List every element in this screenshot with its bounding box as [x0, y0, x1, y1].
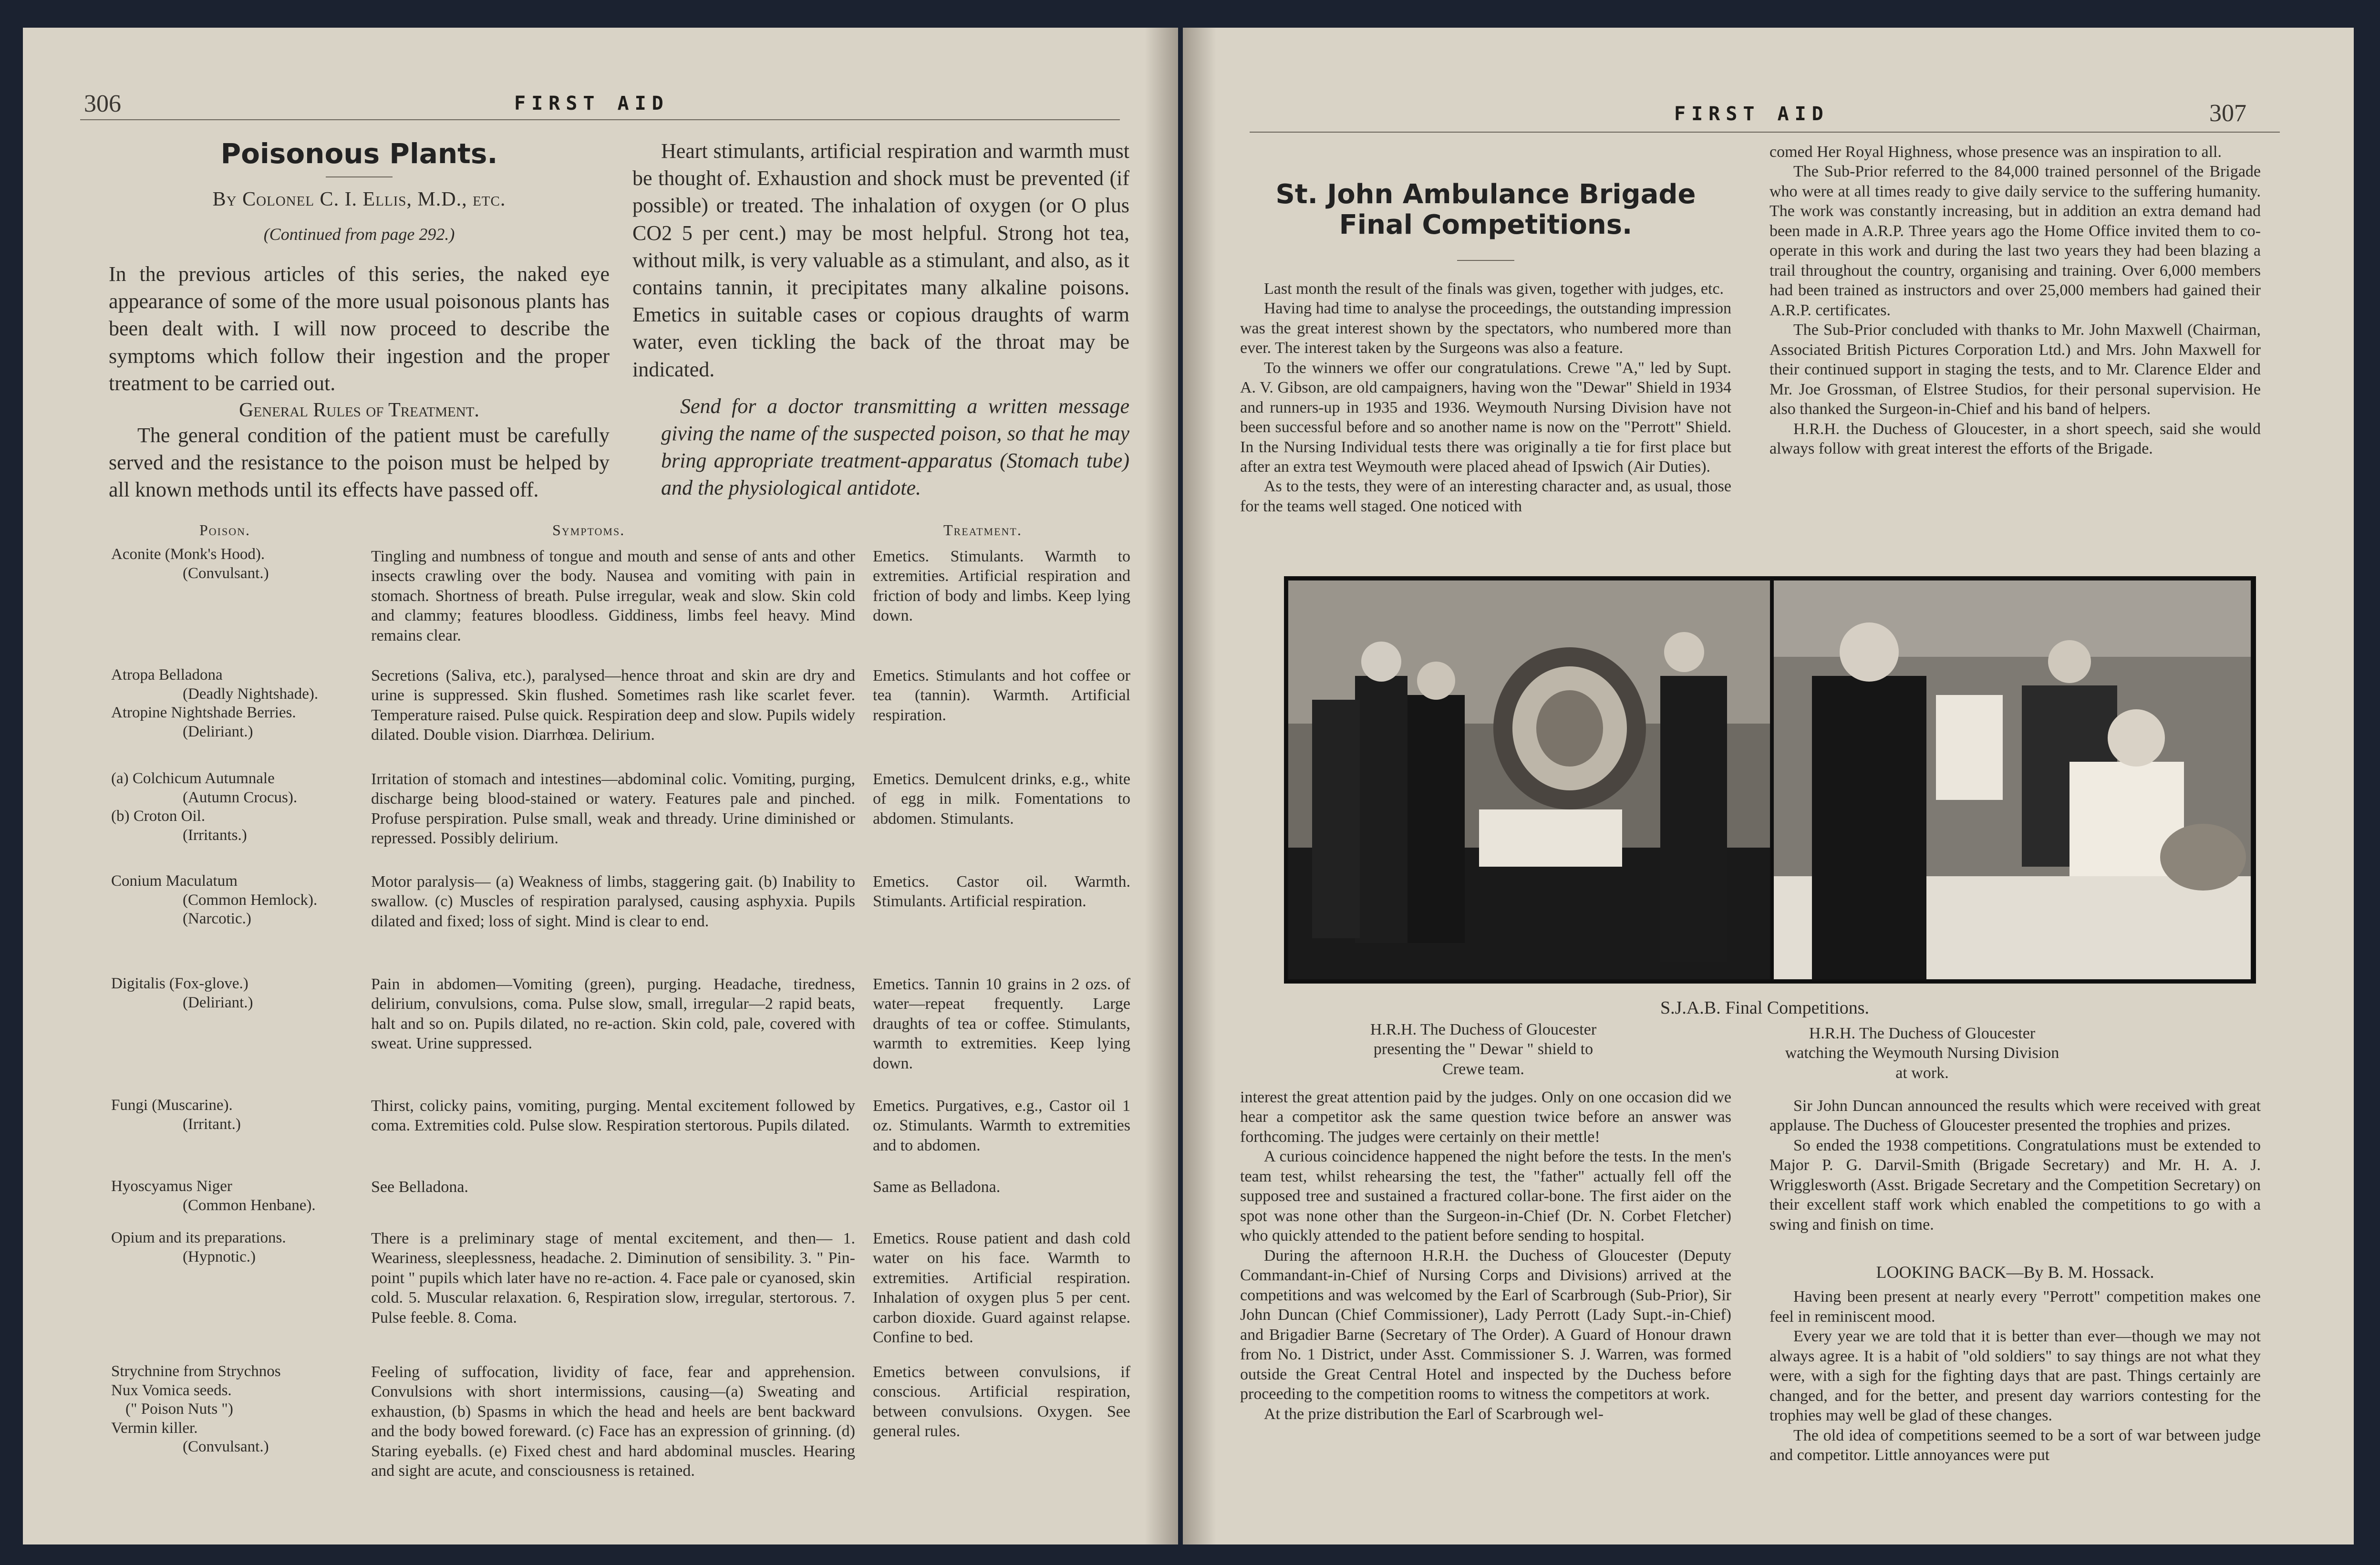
- poison-name: (a) Colchicum Autumnale: [111, 770, 275, 787]
- treatment-cell: Emetics. Demulcent drinks, e.g., white of egg in milk. Fomentations to abdomen. Stimulants.: [873, 770, 1130, 828]
- general-paragraph: The general condition of the patient must be carefully served and the resistance to the poison must be helped by all known methods until its effects have passed off.: [109, 423, 610, 502]
- poison-name: Hyoscyamus Niger: [111, 1178, 232, 1195]
- poison-source: Nux Vomica seeds.: [111, 1381, 232, 1399]
- poison-class: (Hypnotic.): [183, 1248, 256, 1265]
- poison-cell: [111, 872, 388, 929]
- poison-name: Atropa Belladona: [111, 666, 223, 684]
- title-rule: [1457, 260, 1514, 261]
- poison-class: (Deliriant.): [183, 723, 253, 740]
- looking-back-heading: LOOKING BACK—By B. M. Hossack.: [1876, 1263, 2154, 1282]
- poison-cell: [111, 545, 388, 583]
- poison-name: Digitalis (Fox-glove.): [111, 975, 248, 992]
- header-rule: [1250, 132, 2280, 133]
- article-paragraph: At the prize distribution the Earl of Scarbrough wel-: [1264, 1405, 1604, 1423]
- running-head: FIRST AID: [514, 93, 669, 114]
- poison-class: (Irritant.): [183, 1115, 241, 1133]
- poison-common-name: (Autumn Crocus).: [183, 788, 298, 806]
- article-column-3: [1240, 1088, 1731, 1424]
- poison-cell: [111, 1096, 388, 1134]
- article-paragraph: interest the great attention paid by the judges. Only on one occasion did we hear a competitor ask the same question twice before an answer was forthcoming. The judges were certainly on their mettle!: [1240, 1088, 1731, 1146]
- poison-name: (b) Croton Oil.: [111, 808, 206, 825]
- symptoms-cell: There is a preliminary stage of mental excitement, and then— 1. Weariness, sleeplessness, headache. 2. Diminution of sensibility. 3. " Pin-point " pupils which later have no re-action. 4. Face pale or cyanosed, skin cold. 5. Muscular relaxation. 6, Respiration slow, irregular, stertorous. 7. Pulse feeble. 8. Coma.: [371, 1230, 855, 1327]
- article-paragraph: H.R.H. the Duchess of Gloucester, in a short speech, said she would always follow with great interest the efforts of the Brigade.: [1769, 420, 2261, 458]
- article-paragraph: Every year we are told that it is better than ever—though we may not always agree. It is a habit of "old soldiers" to say things are not what they were, with a sigh for the fighting days that are past. Things certainly are changed, and for the better, and present day warriors contesting for the trophies may well be glad of these changes.: [1769, 1327, 2261, 1425]
- symptoms-cell: Motor paralysis— (a) Weakness of limbs, staggering gait. (b) Inability to swallow. (c) Muscles of respiration paralysed, causing asphyxia. Pupils dilated and fixed; loss of sight. Mind is clear to end.: [371, 873, 855, 930]
- article-title: Poisonous Plants.: [220, 137, 498, 170]
- poison-cell: [111, 666, 388, 741]
- article-paragraph: Having had time to analyse the proceedings, the outstanding impression was the great interest shown by the spectators, who numbered more than ever. The interest taken by the Surgeons was also a feature.: [1240, 300, 1731, 357]
- article-column-1: [109, 137, 610, 504]
- caption-left: H.R.H. The Duchess of Gloucester presenting the " Dewar " shield to Crewe team.: [1370, 1021, 1597, 1078]
- treatment-cell: Emetics between convulsions, if conscious. Artificial respiration, between convulsions. Oxygen. See general rules.: [873, 1363, 1130, 1441]
- symptoms-cell: Secretions (Saliva, etc.), paralysed—hence throat and skin are dry and urine is suppressed. Skin flushed. Sometimes rash like scarlet fever. Temperature raised. Pulse quick. Respiration deep and slow. Pupils widely dilated. Double vision. Diarrhœa. Delirium.: [371, 667, 855, 744]
- article-paragraph: A curious coincidence happened the night before the tests. In the men's team test, whilst rehearsing the test, the "father" actually fell off the supposed tree and sustained a fractured collar-bone. The first aider on the spot was none other than the Surgeon-in-Chief (Dr. N. Corbet Fletcher) who quickly attended to the patient before sending to hospital.: [1240, 1148, 1731, 1245]
- treatment-cell: Emetics. Stimulants. Warmth to extremities. Artificial respiration and friction of body and limbs. Keep lying down.: [873, 548, 1130, 625]
- subheading: General Rules of Treatment.: [239, 399, 479, 421]
- article-column-4: [1769, 1096, 2261, 1465]
- symptoms-cell: See Belladona.: [371, 1178, 468, 1196]
- article-paragraph: Having been present at nearly every "Perrott" competition makes one feel in reminiscent mood.: [1769, 1288, 2261, 1326]
- poison-cell: [111, 769, 388, 845]
- treatment-cell: Emetics. Purgatives, e.g., Castor oil 1 oz. Stimulants. Warmth to extremities and to abdomen.: [873, 1097, 1130, 1154]
- article-title: St. John Ambulance Brigade Final Competitions.: [1275, 179, 1696, 241]
- intro-paragraph: In the previous articles of this series, the naked eye appearance of some of the more usual poisonous plants has been dealt with. I will now proceed to describe the symptoms which follow their ingestion and the proper treatment to be carried out.: [109, 262, 610, 395]
- photo-nursing-division: [1772, 579, 2252, 981]
- poison-class: (Deliriant.): [183, 994, 253, 1011]
- poison-common-name: (" Poison Nuts "): [125, 1400, 233, 1418]
- treatment-cell: Emetics. Castor oil. Warmth. Stimulants. Artificial respiration.: [873, 873, 1130, 911]
- treatment-cell: Emetics. Tannin 10 grains in 2 ozs. of water—repeat frequently. Large draughts of tea or coffee. Stimulants, warmth to extremities. Keep lying down.: [873, 975, 1130, 1072]
- doctor-instruction: Send for a doctor transmitting a written message giving the name of the suspected poison, so that he may bring appropriate treatment-apparatus (Stomach tube) and the physiological antidote.: [661, 394, 1129, 500]
- poison-common-name: (Deadly Nightshade).: [183, 685, 319, 703]
- poison-name: Strychnine from Strychnos: [111, 1363, 281, 1380]
- photo-illustration: [1288, 580, 1770, 979]
- photo-dewar-shield-presentation: [1287, 579, 1771, 981]
- poison-name: Conium Maculatum: [111, 872, 238, 890]
- header-poison: Poison.: [199, 521, 251, 539]
- symptoms-cell: Irritation of stomach and intestines—abdominal colic. Vomiting, purging, discharge being blood-stained or watery. Features pale and pinched. Profuse perspiration. Pulse small, weak and thready. Urine diminished or repressed. Possibly delirium.: [371, 770, 855, 848]
- title-rule: [326, 176, 393, 177]
- right-page: [1183, 28, 2354, 1544]
- symptoms-cell: Tingling and numbness of tongue and mouth and sense of ants and other insects crawling over the body. Nausea and vomiting with pain in stomach. Shortness of breath. Pulse irregular, weak and slow. Skin cold and clammy; features bloodless. Giddiness, limbs feel heavy. Mind remains clear.: [371, 548, 855, 644]
- header-treatment: Treatment.: [943, 521, 1022, 539]
- article-paragraph: comed Her Royal Highness, whose presence was an inspiration to all.: [1769, 143, 2222, 161]
- poison-class: (Convulsant.): [183, 564, 269, 582]
- byline: By Colonel C. I. Ellis, M.D., etc.: [212, 188, 506, 210]
- symptoms-cell: Thirst, colicky pains, vomiting, purging. Mental excitement followed by coma. Extremities cold. Pulse slow. Respiration stertorous. Pupils dilated.: [371, 1097, 855, 1135]
- poison-class: (Irritants.): [183, 826, 247, 844]
- poison-common-name: (Common Hemlock).: [183, 891, 318, 909]
- poison-name: Atropine Nightshade Berries.: [111, 704, 296, 722]
- poison-class: (Narcotic.): [183, 910, 251, 928]
- header-symptoms: Symptoms.: [552, 521, 625, 539]
- page-number: 306: [84, 90, 121, 117]
- article-paragraph: Last month the result of the finals was given, together with judges, etc.: [1264, 280, 1724, 298]
- poison-cell: [111, 1177, 388, 1215]
- article-paragraph: As to the tests, they were of an interesting character and, as usual, those for the teams well staged. One noticed with: [1240, 477, 1731, 515]
- poison-name: Fungi (Muscarine).: [111, 1097, 233, 1114]
- symptoms-cell: Pain in abdomen—Vomiting (green), purging. Headache, tiredness, delirium, convulsions, coma. Pulse slow, small, irregular—2 rapid beats, halt and so on. Pupils dilated, no re-action. Skin cold, pale, covered with sweat. Urine suppressed.: [371, 975, 855, 1053]
- poison-cell: [111, 1362, 388, 1457]
- article-paragraph: The Sub-Prior concluded with thanks to Mr. John Maxwell (Chairman, Associated British Pictures Corporation Ltd.) and Mrs. John Maxwell for their continued support in staging the tests, and to Mr. Clarence Elder and Mr. Joe Grossman, of Elstree Studios, for their personal supervision. He also thanked the Surgeon-in-Chief and his band of helpers.: [1769, 321, 2261, 418]
- left-page: [23, 28, 1178, 1544]
- article-paragraph: Sir John Duncan announced the results which were received with great applause. The Duchess of Gloucester presented the trophies and prizes.: [1769, 1097, 2261, 1135]
- article-column-1: [1240, 160, 1731, 516]
- photo-illustration: [1774, 580, 2251, 979]
- poison-class: (Convulsant.): [183, 1438, 269, 1456]
- article-paragraph: To the winners we offer our congratulations. Crewe "A," led by Supt. A. V. Gibson, are old campaigners, having won the "Dewar" Shield in 1934 and runners-up in 1935 and 1936. Weymouth Nursing Division have not been successful before and so another name is now on the "Perrott" Shield. In the Nursing Individual tests there was originally a tie for first place but after an extra test Weymouth were placed ahead of Ipswich (Air Duties).: [1240, 359, 1731, 476]
- treatment-cell: Emetics. Rouse patient and dash cold water on his face. Warmth to extremities. Artificial respiration. Inhalation of oxygen plus 5 per cent. carbon dioxide. Guard against relapse. Confine to bed.: [873, 1230, 1130, 1347]
- article-column-2: [632, 137, 1129, 501]
- running-head: FIRST AID: [1674, 103, 1829, 125]
- poison-cell: [111, 974, 388, 1012]
- poison-common-name: (Common Henbane).: [183, 1196, 316, 1214]
- poison-name: Opium and its preparations.: [111, 1229, 286, 1246]
- gutter-shadow: [1183, 28, 1216, 1544]
- treatment-cell: Same as Belladona.: [873, 1178, 1001, 1196]
- article-paragraph: So ended the 1938 competitions. Congratulations must be extended to Major P. G. Darvil-Smith (Brigade Secretary) and Mr. H. A. J. Wrigglesworth (Asst. Brigade Secretary and the Competition Secretary) on their excellent staff work which enabled the competitions to go with a swing and finish on time.: [1769, 1136, 2261, 1233]
- gutter-shadow: [1145, 28, 1178, 1544]
- photo-title: S.J.A.B. Final Competitions.: [1660, 998, 1870, 1018]
- symptoms-cell: Feeling of suffocation, lividity of face, fear and apprehension. Convulsions with short intermissions, causing—(a) Sweating and exhaustion, (b) Spasms in which the head and heels are bent backward and the body bowed foreward. (c) Face has an expression of grinning. (d) Staring eyeballs. (e) Fixed chest and hard abdominal muscles. Hearing and sight are acute, and consciousness is retained.: [371, 1363, 855, 1480]
- poison-name: Vermin killer.: [111, 1419, 198, 1437]
- article-paragraph: The Sub-Prior referred to the 84,000 trained personnel of the Brigade who were at all times ready to give daily service to the suffering humanity. The work was constantly increasing, but in addition an extra demand had been made in A.R.P. Three years ago the Home Office invited them to co-operate in this work and during the last two years they had been blazing a trail throughout the country, organising and training. Over 6,000 members had been trained as instructors and over 25,000 members had gained their A.R.P. certificates.: [1769, 163, 2261, 319]
- poison-cell: [111, 1229, 388, 1266]
- article-paragraph: The old idea of competitions seemed to be a sort of war between judge and competitor. Little annoyances were put: [1769, 1426, 2261, 1464]
- article-paragraph: During the afternoon H.R.H. the Duchess of Gloucester (Deputy Commandant-in-Chief of Nursing Corps and Divisions) arrived at the competitions and was welcomed by the Earl of Scarbrough (Sub-Prior), Sir John Duncan (Chief Commissioner), Lady Perrott (Lady Supt.-in-Chief) and Brigadier Barne (Secretary of The Order). A Guard of Honour drawn from No. 1 District, under Asst. Commissioner S. J. Warren, was formed outside the Great Central Hotel and inspected by the Duchess before proceeding to the competition rooms to witness the competitors at work.: [1240, 1246, 1731, 1403]
- continued-note: (Continued from page 292.): [263, 225, 455, 244]
- caption-right: H.R.H. The Duchess of Gloucester watching the Weymouth Nursing Division at work.: [1785, 1025, 2059, 1082]
- treatment-cell: Emetics. Stimulants and hot coffee or tea (tannin). Warmth. Artificial respiration.: [873, 667, 1130, 724]
- poison-name: Aconite (Monk's Hood).: [111, 546, 265, 563]
- page-number: 307: [2209, 100, 2246, 127]
- article-column-2: [1769, 142, 2261, 459]
- column-2-paragraph: Heart stimulants, artificial respiration and warmth must be thought of. Exhaustion and shock must be prevented (if possible) or treated. The inhalation of oxygen (or O plus CO2 5 per cent.) may be most helpful. Strong hot tea, without milk, is very valuable as a stimulant, and also, as it contains tannin, it precipitates many alkaline poisons. Emetics in suitable cases or copious draughts of warm water, even tickling the back of the throat may be indicated.: [632, 139, 1129, 381]
- header-rule: [80, 119, 1120, 120]
